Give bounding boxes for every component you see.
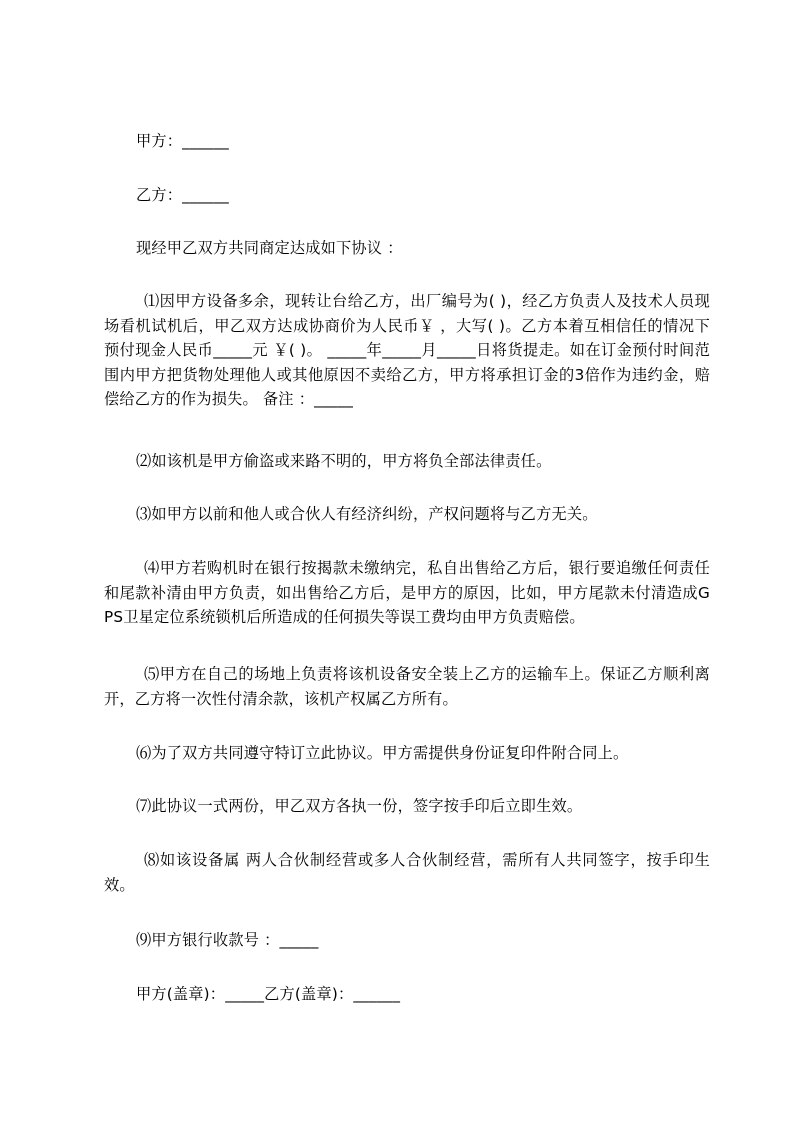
- clause-2: ⑵如该机是甲方偷盗或来路不明的，甲方将负全部法律责任。: [136, 452, 552, 470]
- clause-8: ⑻如该设备属 两人合伙制经营或多人合伙制经营，需所有人共同签字，按手印生效。: [104, 851, 710, 894]
- party-b-line: 乙方：______: [136, 186, 229, 204]
- clause-5: ⑸甲方在自己的场地上负责将该机设备安全装上乙方的运输车上。保证乙方顺利离开，乙方将一次性付清余款，该机产权属乙方所有。: [104, 665, 710, 708]
- signature-line: 甲方(盖章)：_____乙方(盖章)：______: [136, 985, 401, 1003]
- clause-6: ⑹为了双方共同遵守特订立此协议。甲方需提供身份证复印件附合同上。: [136, 744, 629, 762]
- clause-1: ⑴因甲方设备多余，现转让台给乙方，出厂编号为( )，经乙方负责人及技术人员现场看机试机后，甲乙双方达成协商价为人民币￥ ，大写( )。乙方本着互相信任的情况下预付现金人民币_____元 ￥( )。 _____年_____月_____日将货提走。如在订金预付时间范围内甲方把货物处理他人或其他原因不卖给乙方，甲方将承担订金的3倍作为违约金，赔偿给乙方的作为损失。 备注 ：_____: [104, 292, 710, 408]
- clause-9: ⑼甲方银行收款号 ：_____: [136, 931, 319, 949]
- clause-4: ⑷甲方若购机时在银行按揭款未缴纳完，私自出售给乙方后，银行要追缴任何责任和尾款补清由甲方负责，如出售给乙方后，是甲方的原因，比如，甲方尾款未付清造成GPS卫星定位系统锁机后所造成的任何损失等误工费均由甲方负责赔偿。: [104, 559, 710, 626]
- clause-7: ⑺此协议一式两份，甲乙双方各执一份，签字按手印后立即生效。: [136, 797, 583, 815]
- party-a-line: 甲方：______: [136, 132, 229, 150]
- agreement-intro: 现经甲乙双方共同商定达成如下协议 ：: [136, 239, 403, 257]
- clause-3: ⑶如甲方以前和他人或合伙人有经济纠纷，产权问题将与乙方无关。: [136, 505, 598, 523]
